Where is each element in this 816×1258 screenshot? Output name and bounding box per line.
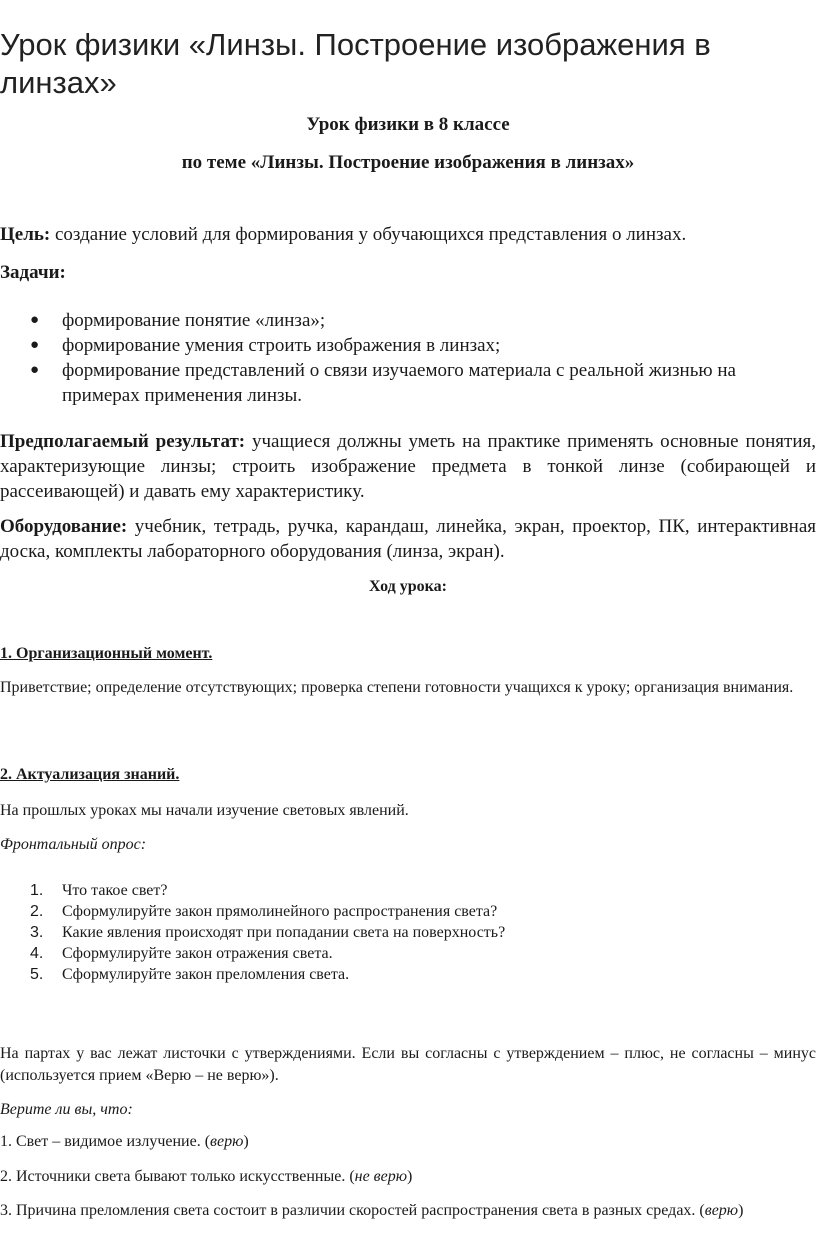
list-item: ● формирование умения строить изображения в линзах; [30, 335, 501, 356]
course-heading: Ход урока: [369, 578, 447, 595]
tasks-list [0, 308, 816, 408]
section-1-text: Приветствие; определение отсутствующих; проверка степени готовности учащихся к уроку; организация внимания. [0, 679, 794, 696]
bullet-icon: ● [30, 337, 40, 353]
questions-list [0, 880, 816, 985]
list-item: ● формирование понятие «линза»; [30, 310, 326, 331]
list-item: 3. Какие явления происходят при попадании света на поверхность? [30, 924, 506, 941]
survey-label: Фронтальный опрос: [0, 836, 147, 853]
lesson-topic: по теме «Линзы. Построение изображения в линзах» [181, 152, 635, 173]
list-item: 5. Сформулируйте закон преломления света. [30, 966, 350, 983]
tasks-label: Задачи: [0, 262, 66, 283]
lesson-subtitle: Урок физики в 8 классе [306, 114, 510, 135]
goal-paragraph [0, 222, 816, 247]
document-title: Урок физики «Линзы. Построение изображения в линзах» [0, 27, 711, 100]
list-item: 4. Сформулируйте закон отражения света. [30, 945, 333, 962]
section-2-intro: На прошлых уроках мы начали изучение световых явлений. [0, 802, 409, 819]
list-item: 1. Что такое свет? [30, 882, 168, 899]
cards-paragraph: На партах у вас лежат листочки с утверждениями. Если вы согласны с утверждением – плюс, не согласны – минус (используется прием «Верю – не верю»). [0, 1045, 816, 1084]
statement-1: 1. Свет – видимое излучение. (верю) [0, 1133, 249, 1150]
section-2-heading: 2. Актуализация знаний. [0, 766, 180, 783]
equipment-text: учебник, тетрадь, ручка, карандаш, линейка, экран, проектор, ПК, интерактивная доска, комплекты лабораторного оборудования (линза, экран). [0, 516, 816, 562]
goal-text: создание условий для формирования у обучающихся представления о линзах. [50, 224, 687, 245]
goal-label: Цель: [0, 224, 51, 245]
section-1-heading: 1. Организационный момент. [0, 645, 213, 662]
result-label: Предполагаемый результат: [0, 431, 246, 452]
believe-label: Верите ли вы, что: [0, 1101, 133, 1118]
result-paragraph [0, 429, 816, 504]
bullet-icon: ● [30, 362, 40, 378]
list-item: 2. Сформулируйте закон прямолинейного распространения света? [30, 903, 498, 920]
statement-3: 3. Причина преломления света состоит в различии скоростей распространения света в разных средах. (верю) [0, 1202, 744, 1219]
equipment-paragraph [0, 514, 816, 564]
statement-2: 2. Источники света бывают только искусственные. (не верю) [0, 1168, 413, 1185]
list-item: ● формирование представлений о связи изучаемого материала с реальной жизнью на примерах применения линзы. [30, 360, 736, 406]
equipment-label: Оборудование: [0, 516, 128, 537]
result-text: учащиеся должны уметь на практике применять основные понятия, характеризующие линзы; строить изображение предмета в тонкой линзе (собирающей и рассеивающей) и давать ему характеристику. [0, 431, 816, 502]
bullet-icon: ● [30, 312, 40, 328]
